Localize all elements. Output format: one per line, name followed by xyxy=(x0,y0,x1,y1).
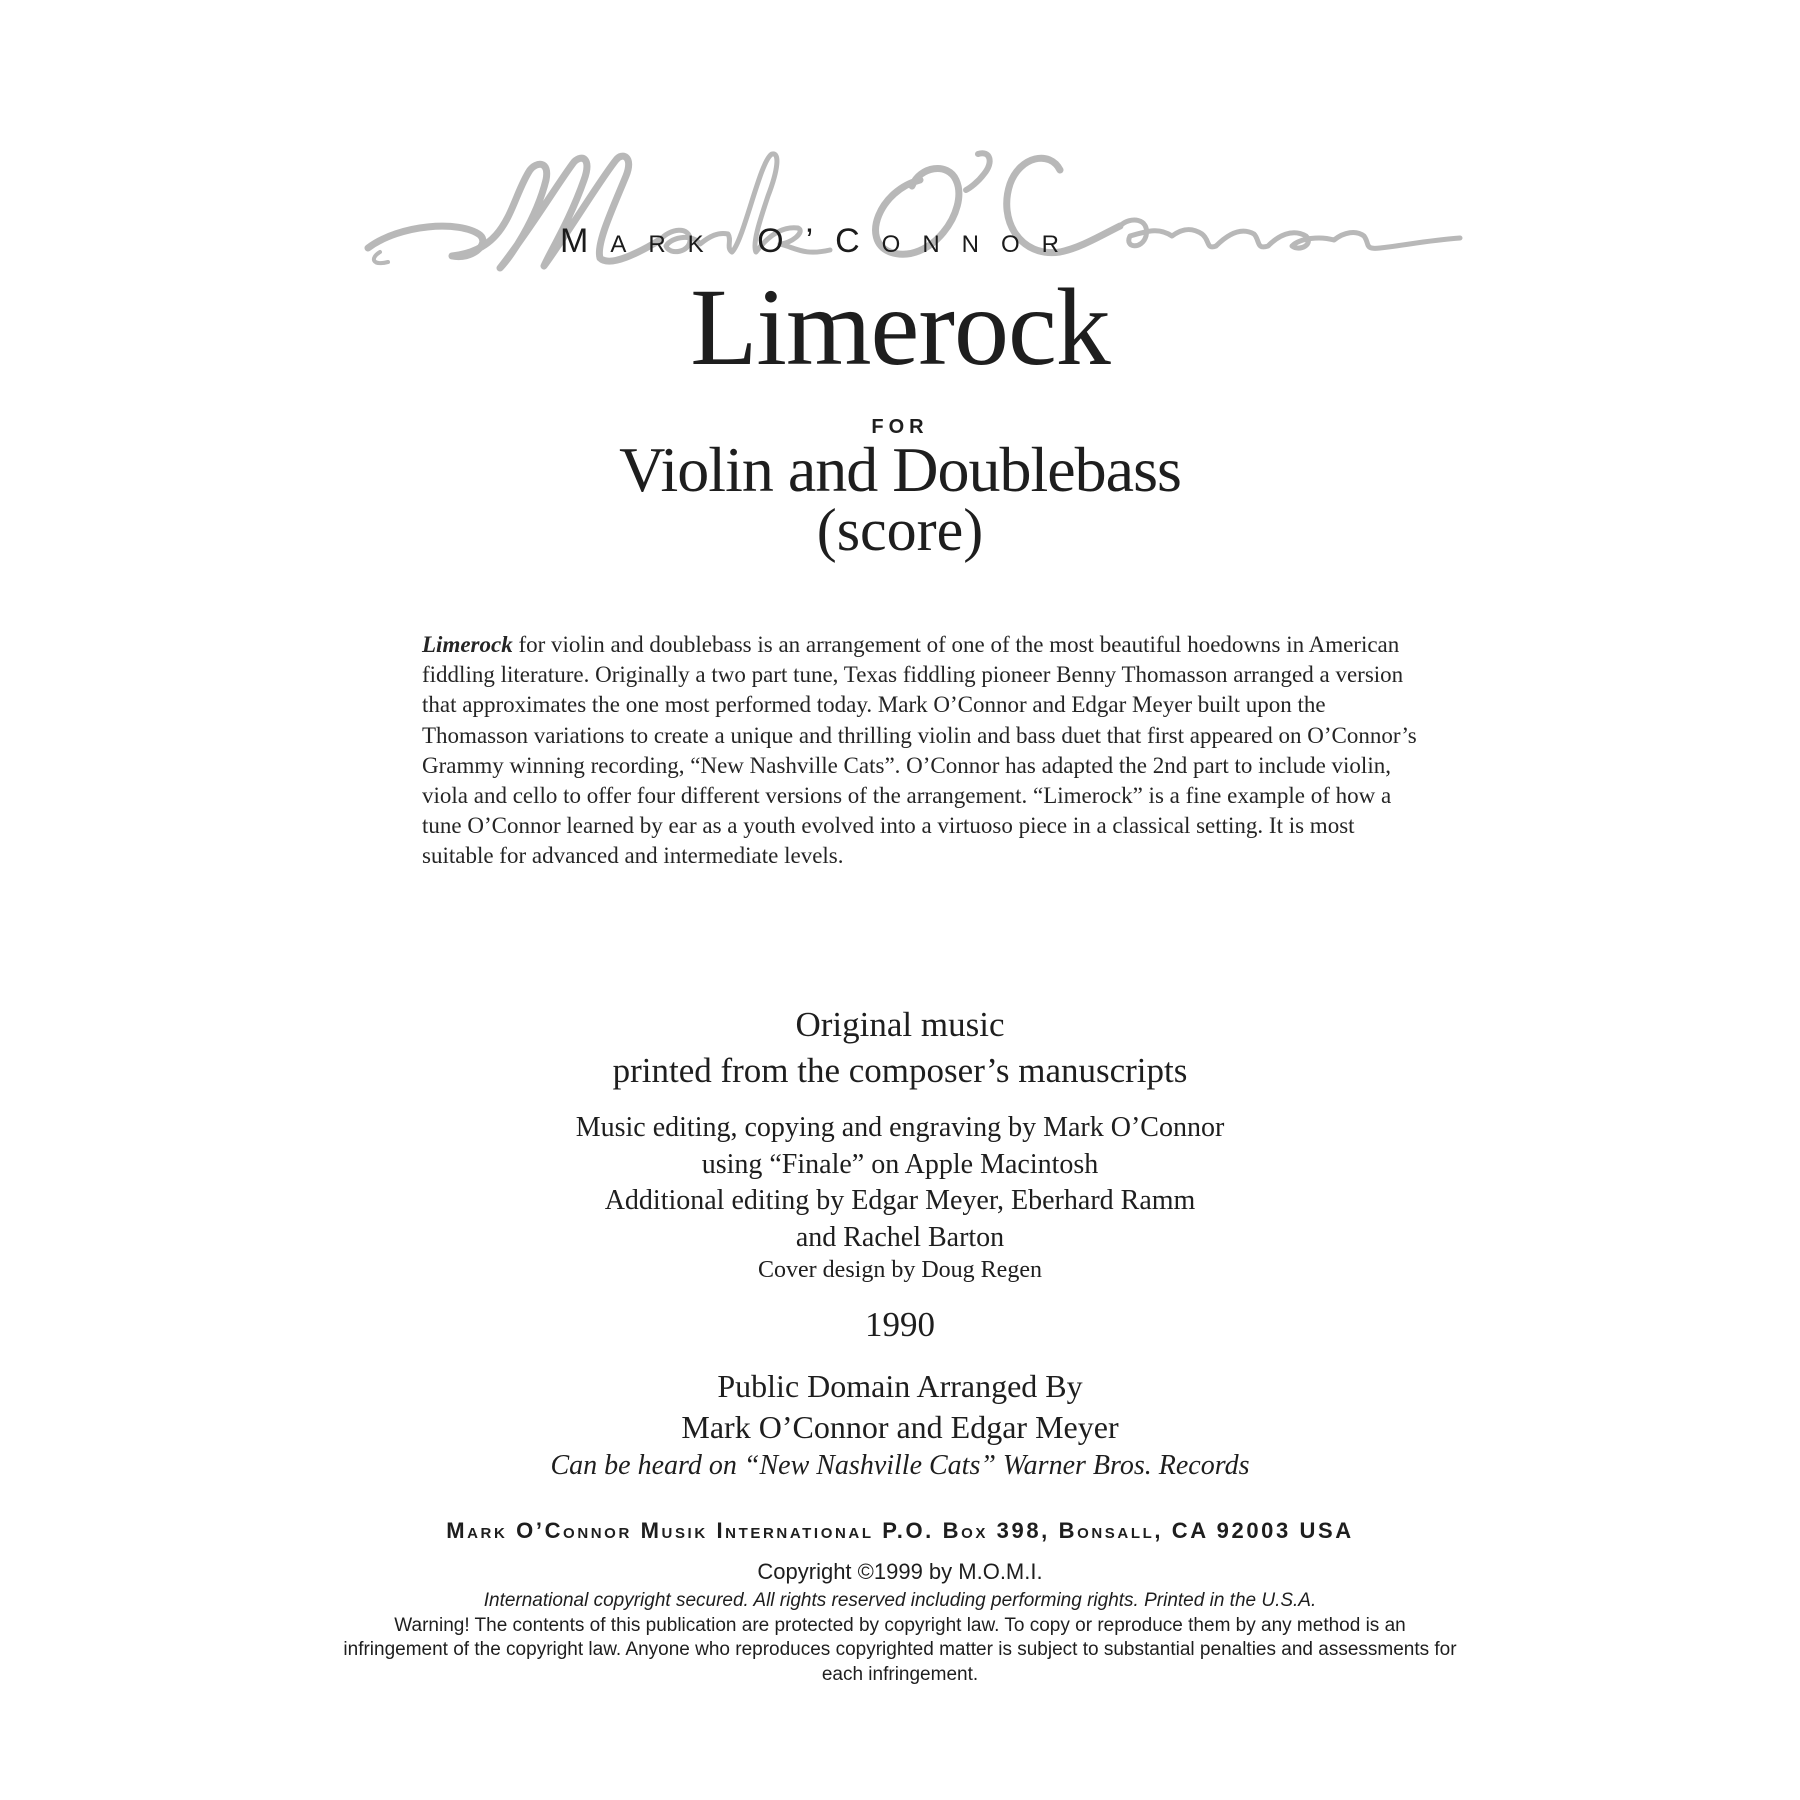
piece-title: Limerock xyxy=(690,266,1110,388)
recording-credit: Can be heard on “New Nashville Cats” Warner Bros. Records xyxy=(550,1450,1250,1481)
for-label: FOR xyxy=(871,416,929,438)
edition-label: (score) xyxy=(816,497,984,563)
description-lead: Limerock xyxy=(422,632,513,657)
original-line-2: printed from the composer’s manuscripts xyxy=(612,1051,1188,1090)
arranged-line-2: Mark O’Connor and Edgar Meyer xyxy=(681,1409,1119,1445)
cover-design-credit: Cover design by Doug Regen xyxy=(758,1257,1042,1283)
year: 1990 xyxy=(865,1305,935,1344)
description-body: for violin and doublebass is an arrangement of one of the most beautiful hoedowns in American fiddling literature. Originally a two part tune, Texas fiddling pioneer Benny Thomasson arranged a version that approximates the one most performed today. Mark O’Connor and Edgar Meyer built upon the Thomasson variations to create a unique and thrilling violin and bass duet that first appeared on O’Connor’s Grammy winning recording, “New Nashville Cats”. O’Connor has adapted the 2nd part to include violin, viola and cello to offer four different versions of the arrangement. “Limerock” is a fine example of how a tune O’Connor learned by ear as a youth evolved into a virtuoso piece in a classical setting. It is most suitable for advanced and intermediate levels. xyxy=(422,632,1417,869)
copyright-warning: Warning! The contents of this publication are protected by copyright law. To copy or reproduce them by any method is an infringement of the copyright law. Anyone who reproduces copyrighted matter is subject to substantial penalties and assessments for each infringement. xyxy=(343,1614,1457,1685)
editing-line-3: Additional editing by Edgar Meyer, Eberhard Ramm xyxy=(604,1185,1196,1216)
copyright-line: Copyright ©1999 by M.O.M.I. xyxy=(757,1559,1043,1584)
editing-line-4: and Rachel Barton xyxy=(795,1221,1005,1253)
legal-notice xyxy=(340,1589,1460,1687)
original-music-block xyxy=(0,1002,1800,1094)
original-line-1: Original music xyxy=(795,1005,1005,1044)
publisher-address: Mark O’Connor Musik International P.O. Box 398, Bonsall, CA 92003 USA xyxy=(446,1518,1354,1543)
editing-line-1: Music editing, copying and engraving by Mark O’Connor xyxy=(575,1112,1225,1143)
composer-name: Mark O’Connor xyxy=(560,222,1082,260)
instrumentation: Violin and Doublebass xyxy=(619,434,1181,505)
arranged-line-1: Public Domain Arranged By xyxy=(717,1368,1083,1404)
editing-credits xyxy=(0,1110,1800,1256)
editing-line-2: using “Finale” on Apple Macintosh xyxy=(701,1148,1099,1180)
arranged-by-block xyxy=(0,1366,1800,1448)
description-paragraph xyxy=(422,630,1422,872)
copyright-secured: International copyright secured. All rights reserved including performing rights. Printed in the U.S.A. xyxy=(483,1590,1317,1611)
